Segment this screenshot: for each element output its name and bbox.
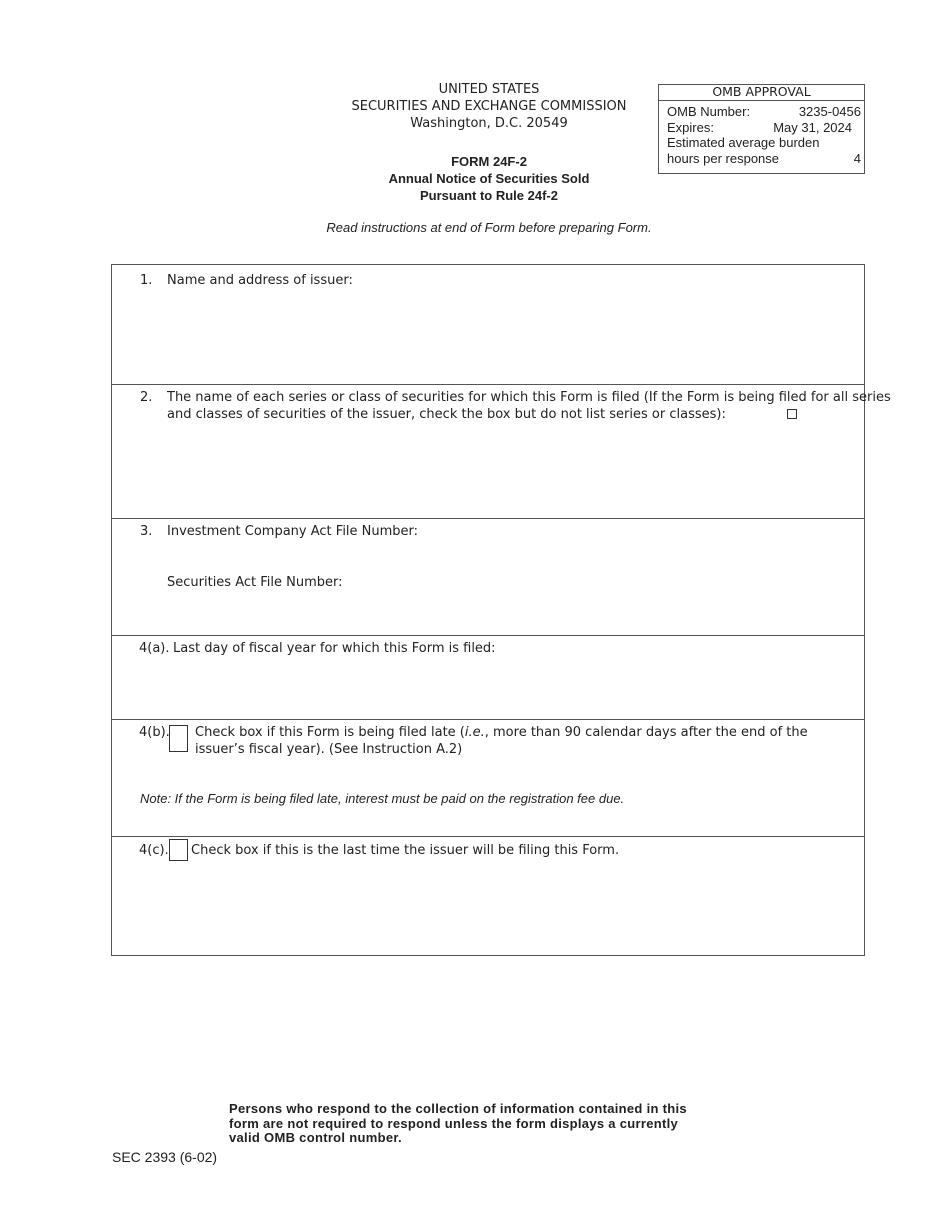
item-4b-label-line-1	[195, 724, 808, 741]
item-4b-section	[112, 720, 864, 837]
item-4c-label: Check box if this is the last time the issuer will be filing this Form.	[191, 843, 620, 858]
form-title-line-2: Pursuant to Rule 24f-2	[420, 188, 558, 203]
omb-burden-label-1: Estimated average burden	[667, 135, 820, 150]
header-line-2: SECURITIES AND EXCHANGE COMMISSION	[351, 99, 627, 114]
item-4a-number: 4(a).	[139, 641, 170, 656]
omb-expires-label: Expires:	[667, 119, 714, 135]
omb-burden-row-2	[659, 151, 864, 167]
footer-line-1: Persons who respond to the collection of information contained in this	[229, 1101, 687, 1116]
item-3-number: 3.	[140, 524, 153, 539]
form-title-line-1: Annual Notice of Securities Sold	[388, 171, 590, 186]
item-4b-label-line-2: issuer’s fiscal year). (See Instruction A.2)	[195, 742, 463, 757]
omb-approval-box	[658, 84, 865, 174]
header-line-1: UNITED STATES	[438, 82, 540, 97]
issuer-name-address-field[interactable]	[167, 293, 847, 378]
investment-company-file-label: Investment Company Act File Number:	[167, 524, 419, 539]
item-2-label-line-2: and classes of securities of the issuer, check the box but do not list series or classes):	[167, 407, 726, 422]
item-1-label: Name and address of issuer:	[167, 273, 353, 288]
omb-number-label: OMB Number:	[667, 104, 751, 119]
investment-company-file-field[interactable]	[412, 523, 832, 543]
item-4a-label: Last day of fiscal year for which this Form is filed:	[173, 641, 496, 656]
series-class-field[interactable]	[167, 430, 847, 512]
instructions-note: Read instructions at end of Form before preparing Form.	[326, 220, 652, 235]
securities-act-file-label: Securities Act File Number:	[167, 575, 343, 590]
omb-expires-row	[659, 120, 864, 136]
item-1-section	[112, 265, 864, 385]
item-1-number: 1.	[140, 273, 153, 288]
item-2-section	[112, 385, 891, 519]
item-4b-number: 4(b).	[139, 725, 170, 740]
sec-form-number: SEC 2393 (6-02)	[112, 1149, 218, 1165]
agency-header	[330, 81, 648, 132]
header-line-3: Washington, D.C. 20549	[410, 116, 568, 131]
item-4b-text-pre: Check box if this Form is being filed late (	[195, 725, 465, 740]
omb-number-row	[659, 104, 864, 120]
omb-burden-label-2: hours per response	[667, 150, 780, 166]
omb-burden-value: 4	[853, 150, 861, 166]
paperwork-reduction-notice	[229, 1102, 759, 1146]
omb-burden-row-1	[659, 135, 864, 151]
form-title-block	[330, 153, 648, 204]
all-series-checkbox[interactable]	[787, 409, 797, 419]
item-4a-section	[112, 636, 864, 720]
footer-line-2: form are not required to respond unless the form displays a currently	[229, 1115, 679, 1131]
item-3-section	[112, 519, 864, 636]
fiscal-year-end-field[interactable]	[173, 662, 833, 707]
omb-expires-value: May 31, 2024	[773, 119, 852, 135]
securities-act-file-field[interactable]	[342, 574, 832, 594]
late-filing-note: Note: If the Form is being filed late, interest must be paid on the registration fee due.	[140, 791, 625, 806]
item-4b-text-ital: i.e.	[464, 725, 485, 740]
omb-title: OMB APPROVAL	[659, 85, 864, 101]
item-4c-section	[112, 837, 864, 955]
form-items-table	[111, 264, 891, 956]
footer-line-3: valid OMB control number.	[229, 1130, 402, 1145]
form-number: FORM 24F-2	[451, 154, 527, 169]
item-4c-number: 4(c).	[139, 843, 169, 858]
item-4b-text-post: , more than 90 calendar days after the end of the	[484, 725, 808, 740]
item-2-label-line-1: The name of each series or class of securities for which this Form is filed (If the Form is being filed for all series	[167, 390, 891, 405]
omb-number-value: 3235-0456	[798, 104, 861, 119]
last-filing-checkbox[interactable]	[169, 839, 188, 861]
filed-late-checkbox[interactable]	[169, 725, 188, 752]
item-2-number: 2.	[140, 390, 153, 405]
